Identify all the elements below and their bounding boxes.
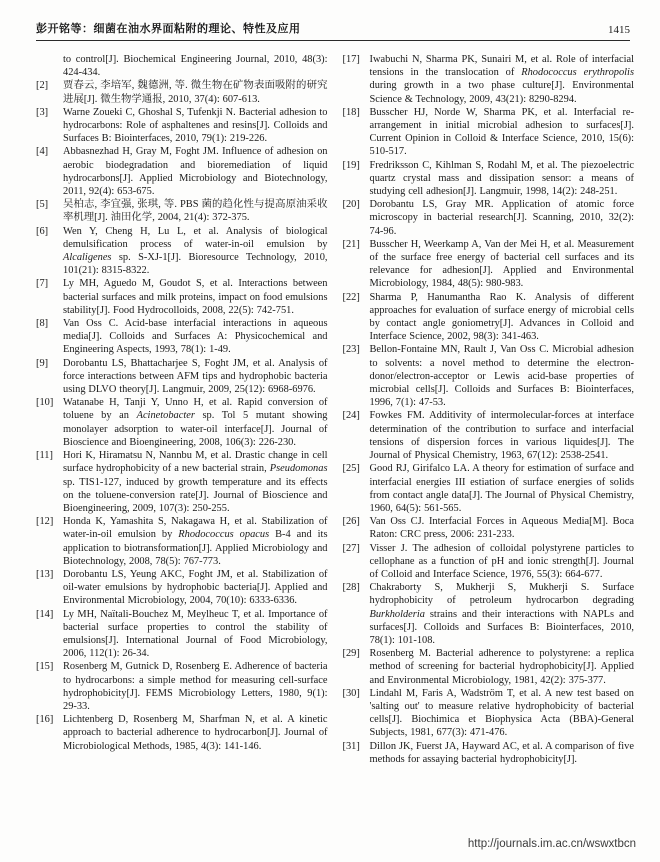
reference-number: [26] bbox=[342, 516, 360, 528]
reference-item bbox=[36, 660, 328, 713]
reference-text: Honda K, Yamashita S, Nakagawa H, et al. Stabilization of water-in-oil emulsion by Rhodococcus opacus B-4 and its application to biotransformation[J]. Applied Microbiology and Biotechnology, 2008, 78(5): 767-773. bbox=[63, 516, 328, 567]
reference-text: Wen Y, Cheng H, Lu L, et al. Analysis of biological demulsification process of water-in-oil emulsion by Alcaligenes sp. S-XJ-1[J]. Bioresource Technology, 2010, 101(21): 8315-8322. bbox=[63, 225, 328, 277]
reference-text: Ly MH, Naïtali-Bouchez M, Meylheuc T, et al. Importance of bacterial surface properties to control the stability of emulsions[J]. International Journal of Food Microbiology, 2006, 112(1): 26-34. bbox=[63, 608, 328, 660]
reference-text: Fredriksson C, Kihlman S, Rodahl M, et al. The piezoelectric quartz crystal mass and dissipation sensor: a means of studying cell adhesion[J]. Langmuir, 1998, 14(2): 248-251. bbox=[369, 159, 634, 198]
reference-text: Iwabuchi N, Sharma PK, Sunairi M, et al. Role of interfacial tensions in the translocation of Rhodococcus erythropolis during growth in a two phase culture[J]. Environmental Science & Technology, 2009, 43(21): 8290-8294. bbox=[369, 54, 634, 105]
reference-number: [15] bbox=[36, 661, 54, 673]
ref-column-right bbox=[343, 53, 635, 766]
reference-item bbox=[36, 225, 328, 278]
reference-number: [22] bbox=[342, 291, 360, 303]
reference-item bbox=[36, 145, 328, 198]
reference-text: to control[J]. Biochemical Engineering Journal, 2010, 48(3): 424-434. bbox=[63, 54, 328, 79]
reference-number: [16] bbox=[36, 714, 54, 726]
reference-item bbox=[36, 53, 328, 79]
reference-item bbox=[343, 53, 635, 106]
reference-item bbox=[343, 291, 635, 344]
reference-item bbox=[343, 647, 635, 687]
reference-item bbox=[36, 396, 328, 449]
reference-text: 贾春云, 李培军, 魏德洲, 等. 微生物在矿物表面吸附的研究进展[J]. 微生物学通报, 2010, 37(4): 607-613. bbox=[63, 80, 328, 105]
reference-text: Visser J. The adhesion of colloidal polystyrene particles to cellophane as a function of pH and ionic strength[J]. Journal of Colloid and Interface Science, 1976, 55(3): 664-677. bbox=[369, 542, 634, 580]
reference-number: [29] bbox=[342, 648, 360, 660]
reference-number: [25] bbox=[342, 463, 360, 475]
reference-item bbox=[36, 608, 328, 661]
page-footer bbox=[468, 838, 636, 850]
reference-item bbox=[36, 568, 328, 608]
references-section bbox=[0, 41, 660, 766]
footer-url: http://journals.im.ac.cn/wswxtbcn bbox=[467, 838, 636, 850]
reference-text: Busscher HJ, Norde W, Sharma PK, et al. Interfacial re-arrangement in initial microbial adhesion to surfaces[J]. Current Opinion in Colloid & Interface Science, 2010, 15(6): 510-517. bbox=[369, 106, 634, 158]
page-number: 1415 bbox=[608, 24, 630, 36]
reference-text: 吴柏志, 李宜强, 张琪, 等. PBS 菌的趋化性与提高原油采收率机理[J]. 油田化学, 2004, 21(4): 372-375. bbox=[63, 199, 328, 224]
reference-item bbox=[36, 106, 328, 146]
reference-item bbox=[343, 581, 635, 647]
reference-text: Hori K, Hiramatsu N, Nannbu M, et al. Drastic change in cell surface hydrophobicity of a new bacterial strain, Pseudomonas sp. TIS1-127, induced by growth temperature and its effects on the toluene-conversion rate[J]. Journal of Bioscience and Bioengineering, 2009, 107(3): 250-255. bbox=[63, 450, 328, 514]
reference-number: [2] bbox=[36, 80, 49, 92]
reference-number: [27] bbox=[342, 542, 360, 554]
reference-item bbox=[343, 238, 635, 291]
reference-number: [31] bbox=[342, 740, 360, 752]
reference-item bbox=[36, 713, 328, 753]
reference-number: [23] bbox=[342, 344, 360, 356]
reference-text: Dillon JK, Fuerst JA, Hayward AC, et al. A comparison of five methods for assaying bacterial hydrophobicity[J]. bbox=[369, 740, 634, 765]
reference-text: Dorobantu LS, Bhattacharjee S, Foght JM, et al. Analysis of force interactions between AFM tips and hydrophobic bacteria using DLVO theory[J]. Langmuir, 2009, 25(12): 6968-6976. bbox=[63, 357, 328, 396]
reference-number: [18] bbox=[342, 106, 360, 118]
reference-text: Van Oss CJ. Interfacial Forces in Aqueous Media[M]. Boca Raton: CRC press, 2006: 231-233. bbox=[369, 516, 634, 541]
reference-text: Warne Zoueki C, Ghoshal S, Tufenkji N. Bacterial adhesion to hydrocarbons: Role of asphaltenes and resins[J]. Colloids and Surfaces B: Biointerfaces, 2010, 79(1): 219-226. bbox=[63, 106, 328, 145]
reference-text: Watanabe H, Tanji Y, Unno H, et al. Rapid conversion of toluene by an Acinetobacter sp. Tol 5 mutant showing monolayer adsorption to water-oil interface[J]. Journal of Bioscience and Bioengineering, 2008, 106(3): 226-230. bbox=[63, 397, 328, 448]
reference-item bbox=[343, 343, 635, 409]
reference-text: Fowkes FM. Additivity of intermolecular-forces at interface determination of the contribution to surface and interfacial tensions of dispersion forces in various liquides[J]. The Journal of Physical Chemistry, 1963, 67(12): 2538-2541. bbox=[369, 410, 634, 462]
reference-text: Lichtenberg D, Rosenberg M, Sharfman N, et al. A kinetic approach to bacterial adherence to hydrocarbon[J]. Journal of Microbiological Methods, 1985, 4(3): 141-146. bbox=[63, 714, 328, 752]
reference-number: [19] bbox=[342, 159, 360, 171]
reference-number: [7] bbox=[36, 278, 49, 290]
reference-text: Rosenberg M, Gutnick D, Rosenberg E. Adherence of bacteria to hydrocarbons: a simple method for measuring cell-surface hydrophobicity[J]. FEMS Microbiology Letters, 1980, 9(1): 29-33. bbox=[63, 661, 328, 712]
reference-number: [13] bbox=[36, 568, 54, 580]
reference-text: Rosenberg M. Bacterial adherence to polystyrene: a replica method of screening for bacterial hydrophobicity[J]. Applied and Environmental Microbiology, 1981, 42(2): 375-377. bbox=[369, 648, 634, 686]
reference-number: [21] bbox=[342, 238, 360, 250]
reference-item bbox=[343, 515, 635, 541]
reference-text: Sharma P, Hanumantha Rao K. Analysis of different approaches for evaluation of surface energy of microbial cells by contact angle goniometry[J]. Advances in Colloid and Interface Science, 2002, 98(3): 341-463. bbox=[369, 291, 634, 343]
reference-item bbox=[36, 317, 328, 357]
reference-number: [12] bbox=[36, 516, 54, 528]
reference-item bbox=[36, 79, 328, 105]
reference-text: Dorobantu LS, Yeung AKC, Foght JM, et al. Stabilization of oil-water emulsions by hydrophobic bacteria[J]. Applied and Environmental Microbiology, 2004, 70(10): 6333-6336. bbox=[63, 568, 328, 607]
reference-number: [14] bbox=[36, 608, 54, 620]
reference-item bbox=[36, 449, 328, 515]
reference-number: [20] bbox=[342, 199, 360, 211]
ref-column-left bbox=[36, 53, 328, 766]
reference-number: [5] bbox=[36, 199, 49, 211]
reference-text: Good RJ, Girifalco LA. A theory for estimation of surface and interfacial energies III estiation of surface energies of solids from contact angle data[J]. The Journal of Physical Chemistry, 1960, 64(5): 561-565. bbox=[369, 463, 634, 514]
reference-item bbox=[36, 357, 328, 397]
reference-number: [17] bbox=[342, 54, 360, 65]
reference-number: [11] bbox=[36, 450, 53, 462]
reference-item bbox=[36, 277, 328, 317]
page-header bbox=[0, 0, 660, 40]
reference-number: [9] bbox=[36, 357, 49, 369]
reference-item bbox=[343, 687, 635, 740]
reference-text: Ly MH, Aguedo M, Goudot S, et al. Interactions between bacterial surfaces and milk proteins, impact on food emulsions stability[J]. Food Hydrocolloids, 2008, 22(5): 742-751. bbox=[63, 278, 328, 316]
reference-item bbox=[343, 198, 635, 238]
reference-number bbox=[36, 53, 63, 79]
reference-item bbox=[343, 106, 635, 159]
reference-number: [4] bbox=[36, 146, 49, 158]
reference-number: [8] bbox=[36, 318, 49, 330]
reference-number: [10] bbox=[36, 397, 54, 409]
reference-text: Bellon-Fontaine MN, Rault J, Van Oss C. Microbial adhesion to solvents: a novel method to determine the electron-donor/electron-acceptor or Lewis acid-base properties of microbial cells[J]. Colloids and Surfaces B: Biointerfaces, 1996, 7(1): 47-53. bbox=[369, 344, 634, 409]
reference-text: Busscher H, Weerkamp A, Van der Mei H, et al. Measurement of the surface free energy of bacterial cell surfaces and its relevance for adhesion[J]. Applied and Environmental Microbiology, 1984, 48(5): 980-983. bbox=[369, 238, 634, 290]
reference-text: Chakraborty S, Mukherji S, Mukherji S. Surface hydrophobicity of petroleum hydrocarbon degrading Burkholderia strains and their interactions with NAPLs and surfaces[J]. Colloids and Surfaces B: Biointerfaces, 2010, 78(1): 101-108. bbox=[369, 582, 634, 646]
reference-item bbox=[343, 542, 635, 582]
reference-number: [3] bbox=[36, 106, 49, 118]
reference-number: [30] bbox=[342, 687, 360, 699]
reference-number: [28] bbox=[342, 582, 360, 594]
reference-text: Abbasnezhad H, Gray M, Foght JM. Influence of adhesion on aerobic biodegradation and bioremediation of liquid hydrocarbons[J]. Applied Microbiology and Biotechnology, 2011, 92(4): 653-675. bbox=[63, 146, 328, 198]
reference-item bbox=[343, 409, 635, 462]
reference-number: [24] bbox=[342, 410, 360, 422]
reference-item bbox=[343, 462, 635, 515]
reference-text: Van Oss C. Acid-base interfacial interactions in aqueous media[J]. Colloids and Surfaces A: Physicochemical and Engineering Aspects, 1993, 78(1): 1-49. bbox=[63, 318, 328, 356]
reference-number: [6] bbox=[36, 225, 49, 237]
reference-item bbox=[36, 198, 328, 224]
reference-text: Dorobantu LS, Gray MR. Application of atomic force microscopy in bacterial research[J]. Scanning, 2010, 32(2): 74-96. bbox=[369, 199, 634, 237]
reference-item bbox=[36, 515, 328, 568]
reference-item bbox=[343, 159, 635, 199]
reference-text: Lindahl M, Faris A, Wadström T, et al. A new test based on 'salting out' to measure relative hydrophobicity of bacterial cells[J]. Biochimica et Biophysica Acta (BBA)-General Subjects, 1981, 677(3): 471-476. bbox=[369, 687, 634, 739]
reference-item bbox=[343, 740, 635, 766]
running-title: 彭开铭等：细菌在油水界面粘附的理论、特性及应用 bbox=[36, 23, 301, 35]
